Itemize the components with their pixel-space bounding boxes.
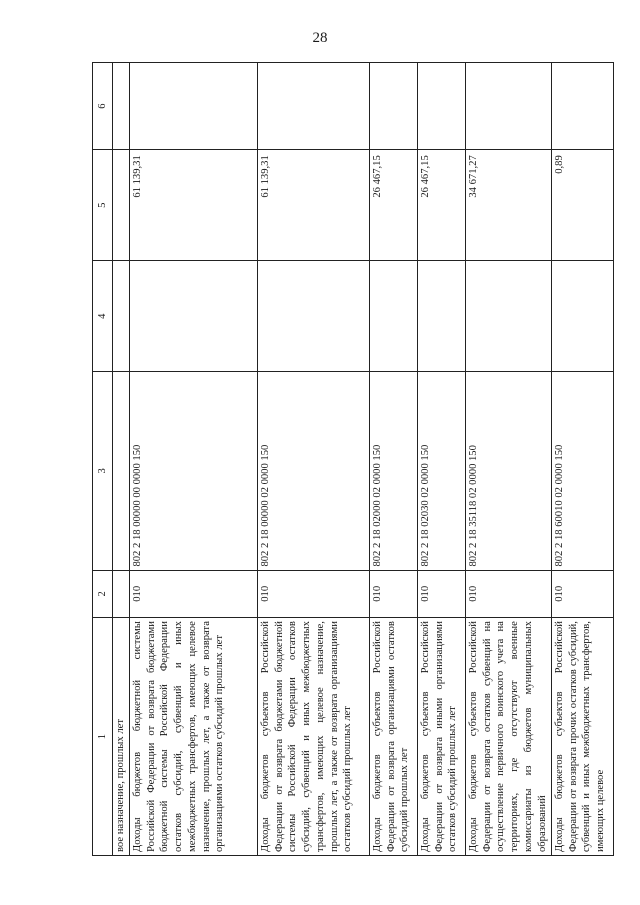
- row-amount: 26 467,15: [417, 150, 465, 261]
- income-table: [92, 62, 614, 856]
- row-description: Доходы бюджетов субъектов Российской Федерации от возврата иными организациями остатков субсидий прошлых лет: [417, 618, 465, 856]
- page-number: 28: [312, 30, 328, 46]
- row-col6: [369, 63, 417, 150]
- column-header: 6: [93, 63, 113, 150]
- row-col4: [129, 261, 257, 372]
- row-amount: 26 467,15: [369, 150, 417, 261]
- row-admin-code: 010: [417, 570, 465, 618]
- continuation-row: [113, 63, 130, 856]
- table-cell: [113, 261, 130, 372]
- row-description: Доходы бюджетов субъектов Российской Федерации от возврата организациями остатков субсидий прошлых лет: [369, 618, 417, 856]
- table-cell: [113, 570, 130, 618]
- table-row: [129, 63, 257, 856]
- column-header: 5: [93, 150, 113, 261]
- row-kbk-code: 802 2 18 00000 00 0000 150: [129, 372, 257, 570]
- continuation-text: вое назначение, прошлых лет: [113, 618, 130, 856]
- table-cell: [113, 63, 130, 150]
- table-row: [257, 63, 369, 856]
- row-description: Доходы бюджетов субъектов Российской Федерации от возврата прочих остатков субсидий, субвенций и иных межбюджетных трансфертов, имеющих целевое: [551, 618, 613, 856]
- row-col4: [257, 261, 369, 372]
- row-col6: [417, 63, 465, 150]
- row-admin-code: 010: [257, 570, 369, 618]
- rotated-table-container: [92, 62, 607, 856]
- row-kbk-code: 802 2 18 35118 02 0000 150: [465, 372, 551, 570]
- table-row: [551, 63, 613, 856]
- row-amount: 0,89: [551, 150, 613, 261]
- table-row: [465, 63, 551, 856]
- row-col4: [369, 261, 417, 372]
- row-col4: [417, 261, 465, 372]
- row-admin-code: 010: [465, 570, 551, 618]
- row-col4: [465, 261, 551, 372]
- row-col6: [551, 63, 613, 150]
- row-admin-code: 010: [129, 570, 257, 618]
- row-kbk-code: 802 2 18 00000 02 0000 150: [257, 372, 369, 570]
- table-row: [417, 63, 465, 856]
- row-kbk-code: 802 2 18 02030 02 0000 150: [417, 372, 465, 570]
- row-description: Доходы бюджетов субъектов Российской Федерации от возврата остатков субвенций на осуществление первичного воинского учета на территориях, где отсутствуют военные комиссариаты из бюджетов муниципальных образований: [465, 618, 551, 856]
- table-row: [369, 63, 417, 856]
- row-kbk-code: 802 2 18 60010 02 0000 150: [551, 372, 613, 570]
- table-cell: [113, 372, 130, 570]
- row-amount: 61 139,31: [257, 150, 369, 261]
- column-header: 4: [93, 261, 113, 372]
- column-header: 2: [93, 570, 113, 618]
- row-amount: 34 671,27: [465, 150, 551, 261]
- row-description: Доходы бюджетов бюджетной системы Российской Федерации от возврата бюджетами бюджетной системы Российской Федерации остатков субсидий, субвенций и иных межбюджетных трансфертов, имеющих целевое назначение, прошлых лет, а также от возврата организациями остатков субсидий прошлых лет: [129, 618, 257, 856]
- row-col6: [465, 63, 551, 150]
- row-col6: [129, 63, 257, 150]
- row-col6: [257, 63, 369, 150]
- column-header: 3: [93, 372, 113, 570]
- row-admin-code: 010: [369, 570, 417, 618]
- header-row: [93, 63, 113, 856]
- row-description: Доходы бюджетов субъектов Российской Федерации от возврата бюджетами бюджетной системы Российской Федерации остатков субсидий, субвенций и иных межбюджетных трансфертов, имеющих целевое назначение, прошлых лет, а также от возврата организациями остатков субсидий прошлых лет: [257, 618, 369, 856]
- row-amount: 61 139,31: [129, 150, 257, 261]
- row-col4: [551, 261, 613, 372]
- row-kbk-code: 802 2 18 02000 02 0000 150: [369, 372, 417, 570]
- row-admin-code: 010: [551, 570, 613, 618]
- table-cell: [113, 150, 130, 261]
- column-header: 1: [93, 618, 113, 856]
